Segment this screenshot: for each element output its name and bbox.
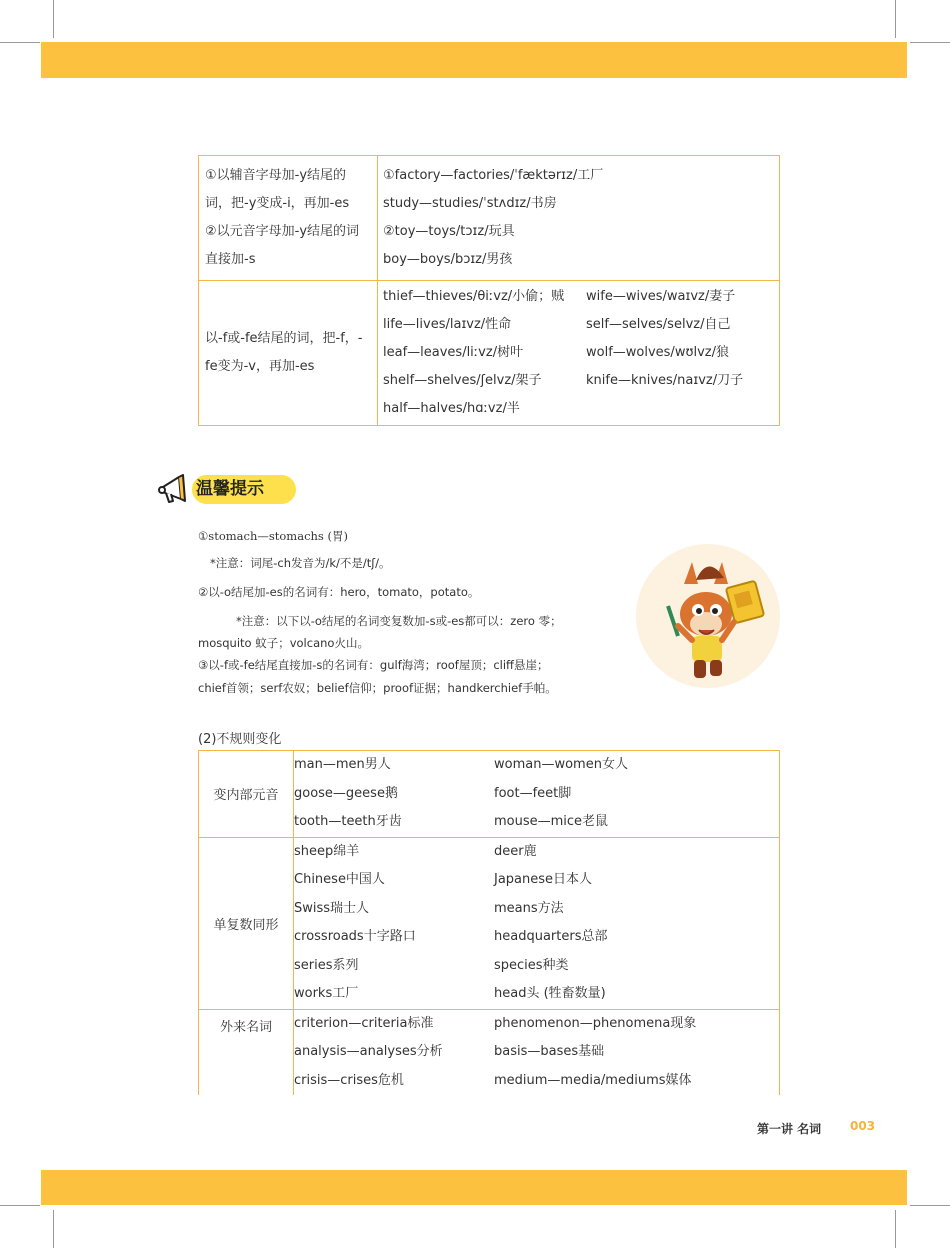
items-cell <box>294 1009 780 1095</box>
example-text: study—studies/ˈstʌdɪz/书房 <box>383 196 557 211</box>
rule-cell <box>199 281 378 426</box>
word-pair: deer鹿 <box>494 843 537 859</box>
word-pair: woman—women女人 <box>494 757 628 772</box>
top-color-band <box>41 42 907 78</box>
rule-row-y <box>199 156 780 281</box>
tip-line: ③以-f或-fe结尾直接加-s的名词有：gulf海湾；roof屋顶；cliff悬崖； <box>198 658 549 672</box>
chapter-label: 第一讲 名词 <box>757 1122 822 1136</box>
word-pair: criterion—criteria标准 <box>294 1015 434 1031</box>
crop-mark <box>53 0 54 38</box>
irregular-plurals-table <box>198 750 780 1095</box>
plural-rules-table <box>198 155 780 426</box>
irregular-group-row <box>199 751 780 838</box>
crop-mark <box>895 1210 896 1248</box>
rule-text: 以-f或-fe结尾的词，把-f，-fe变为-v，再加-es <box>205 331 363 374</box>
word-pair: head头 (牲畜数量) <box>494 986 606 1001</box>
example-text: self—selves/selvz/自己 <box>586 317 731 332</box>
word-pair: man—men男人 <box>294 757 391 772</box>
irregular-group-row <box>199 837 780 1009</box>
example-text: thief—thieves/θiːvz/小偷；贼 <box>383 289 565 304</box>
bottom-color-band <box>41 1170 907 1205</box>
example-text: knife—knives/naɪvz/刀子 <box>586 373 744 388</box>
crop-mark <box>910 42 950 43</box>
tip-line: ②以-o结尾加-es的名词有：hero，tomato，potato。 <box>198 585 480 599</box>
word-pair: foot—feet脚 <box>494 785 572 801</box>
megaphone-icon <box>157 471 193 507</box>
page-number: 003 <box>850 1119 876 1133</box>
rule-cell <box>199 156 378 281</box>
section-title: (2)不规则变化 <box>198 732 282 747</box>
example-text: leaf—leaves/liːvz/树叶 <box>383 345 524 360</box>
word-pair: Japanese日本人 <box>494 872 593 887</box>
word-pair: tooth—teeth牙齿 <box>294 814 402 829</box>
crop-mark <box>0 1205 40 1206</box>
word-pair: Chinese中国人 <box>294 872 385 887</box>
word-pair: medium—media/mediums媒体 <box>494 1072 692 1088</box>
word-pair: crossroads十字路口 <box>294 929 416 944</box>
tip-line: chief首领；serf农奴；belief信仰；proof证据；handkerchief手帕。 <box>198 681 557 695</box>
example-cell <box>378 156 780 281</box>
rule-text: ②以元音字母加-y结尾的词直接加-s <box>205 224 360 267</box>
category-cell: 外来名词 <box>199 1009 294 1095</box>
crop-mark <box>895 0 896 38</box>
word-pair: headquarters总部 <box>494 929 608 944</box>
word-pair: sheep绵羊 <box>294 843 360 859</box>
example-text: ①factory—factories/ˈfæktərɪz/工厂 <box>383 168 604 183</box>
example-text: half—halves/hɑːvz/半 <box>383 401 520 416</box>
tip-line: *注意：词尾-ch发音为/k/不是/tʃ/。 <box>210 556 391 570</box>
word-pair: goose—geese鹅 <box>294 785 398 801</box>
items-cell <box>294 751 780 838</box>
word-pair: species种类 <box>494 957 569 973</box>
rule-row-f <box>199 281 780 426</box>
word-pair: means方法 <box>494 900 564 916</box>
rule-text: ①以辅音字母加-y结尾的词，把-y变成-i，再加-es <box>205 168 350 211</box>
example-text: ②toy—toys/tɔɪz/玩具 <box>383 224 515 239</box>
example-text: life—lives/laɪvz/性命 <box>383 317 512 332</box>
tip-line: ①stomach—stomachs (胃) <box>198 529 348 543</box>
word-pair: Swiss瑞士人 <box>294 900 370 916</box>
crop-mark <box>53 1210 54 1248</box>
irregular-group-row <box>199 1009 780 1095</box>
word-pair: works工厂 <box>294 986 359 1001</box>
items-cell <box>294 837 780 1009</box>
tip-title: 温馨提示 <box>192 475 296 504</box>
word-pair: crisis—crises危机 <box>294 1072 404 1088</box>
crop-mark <box>0 42 40 43</box>
example-cell <box>378 281 780 426</box>
example-text: wife—wives/waɪvz/妻子 <box>586 289 736 304</box>
example-text: boy—boys/bɔɪz/男孩 <box>383 252 513 267</box>
tip-line: *注意：以下以-o结尾的名词变复数加-s或-es都可以：zero 零； <box>236 614 562 628</box>
category-cell: 变内部元音 <box>199 751 294 838</box>
example-text: shelf—shelves/ʃelvz/架子 <box>383 373 542 388</box>
word-pair: series系列 <box>294 957 359 973</box>
example-text: wolf—wolves/wʊlvz/狼 <box>586 345 729 360</box>
word-pair: mouse—mice老鼠 <box>494 814 609 829</box>
crop-mark <box>910 1205 950 1206</box>
word-pair: basis—bases基础 <box>494 1044 605 1059</box>
word-pair: phenomenon—phenomena现象 <box>494 1015 697 1031</box>
category-cell: 单复数同形 <box>199 837 294 1009</box>
mascot-illustration <box>636 544 780 688</box>
word-pair: analysis—analyses分析 <box>294 1044 443 1059</box>
tip-line: mosquito 蚊子；volcano火山。 <box>198 636 369 650</box>
